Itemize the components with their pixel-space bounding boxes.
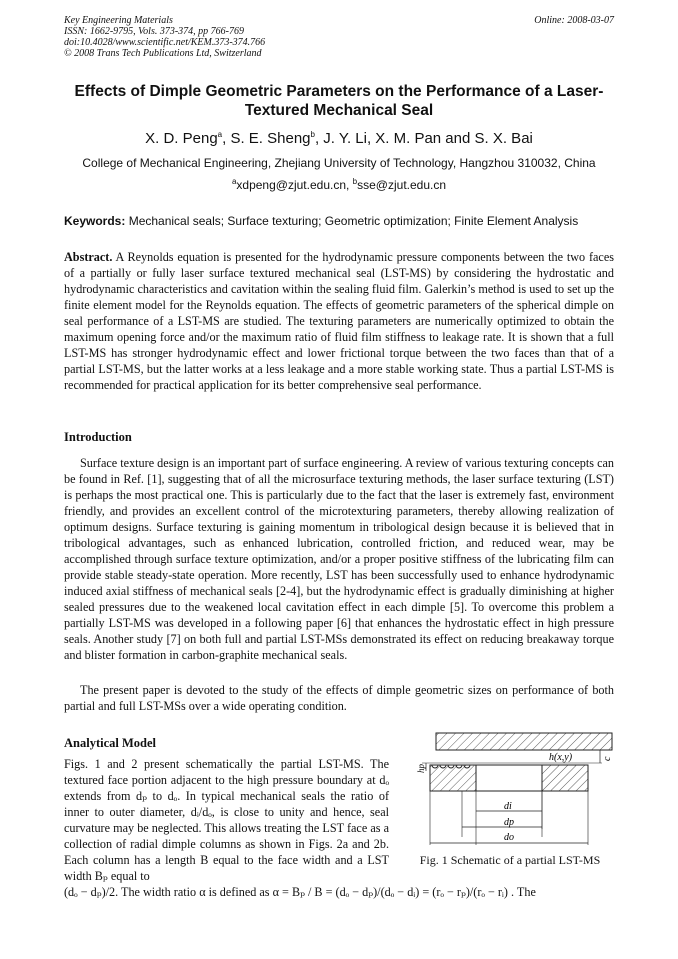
journal-issn: ISSN: 1662-9795, Vols. 373-374, pp 766-769 [64, 26, 244, 37]
figure-1-schematic [402, 727, 618, 852]
keywords [64, 214, 614, 228]
section-heading-introduction: Introduction [64, 430, 132, 444]
abstract-text: A Reynolds equation is presented for the hydrodynamic pressure components between the two faces of a partially or fully laser surface textured mechanical seal (LST-MS) by considering the hydrostatic and hydrodynamic characteristics and cavitation within the sealing fluid film. Galerkin’s method is used to set up the finite element model for the Reynolds equation. The effects of geometric parameters of the spherical dimple on seal performance of a LST-MS are studied. The texturing parameters are numerically optimized to obtain the maximum opening force and/or the maximum ratio of fluid film stiffness to leakage rate. It is shown that a full LST-MS has stronger hydrodynamic effect and lower frictional torque between the two faces than that of a partial LST-MS, but the latter works at a less leakage and a more stable working state. Thus a partial LST-MS is recommended for practical application for its better comprehensive seal performance. [64, 250, 614, 392]
author-1: X. D. Peng [145, 130, 218, 147]
label-do: do [504, 832, 514, 843]
author-2-sup: b [310, 130, 315, 139]
analytical-paragraph-cont: (dₒ − dₚ)/2. The width ratio α is defined as α = Bₚ / B = (dₒ − dₚ)/(dₒ − dᵢ) = (rₒ − rₚ)/(rₒ − rᵢ) . The [64, 885, 536, 899]
author-2: , S. E. Sheng [222, 130, 311, 147]
label-di: di [504, 801, 512, 812]
journal-header [64, 15, 265, 59]
email-b-sup: b [352, 177, 358, 186]
author-list [64, 130, 614, 147]
lower-seal-ring-left [430, 765, 476, 791]
label-hp: hp [416, 764, 426, 773]
lower-seal-ring-right [542, 765, 588, 791]
section-heading-analytical-model: Analytical Model [64, 736, 157, 750]
keywords-text: Mechanical seals; Surface texturing; Geometric optimization; Finite Element Analysis [125, 214, 579, 228]
email-b: sse@zjut.edu.cn [357, 178, 447, 192]
label-dp: dp [504, 817, 514, 828]
email-line [64, 177, 614, 192]
intro-paragraph-1: Surface texture design is an important part of surface engineering. A review of various texturing concepts can be found in Ref. [1], suggesting that of all the microsurface texturing methods, the laser surface texturing (LST) is perhaps the most practical one. This is particularly due to the fact that the laser is extremely fast, environment friendly, and provides an excellent control of the microtexturing parameters, thereby allowing realization of optimum designs. Surface texturing is gaining momentum in tribological design because it is believed that in tribological advantages, such as enhanced lubrication, controlled friction, and reduced wear, may be accomplished through surface texture optimization, and/or a proper positive stiffness of the lubricating film can provide stable steady-state operation. More recently, LST has been successfully used to enhance hydrodynamic induced axial stiffness of mechanical seals [2-4], but the hydrodynamic effect is gradually diminishing at higher sealed pressures due to the weakened local cavitation effect in each dimple [5]. To overcome this problem a partially LST-MS was developed in a following paper [6] that enhances the hydrostatic effect in high pressure seals. Another study [7] on both full and partial LST-MSs demonstrated its effect on reducing breakaway torque and blister formation in carbon-graphite mechanical seals. [64, 456, 614, 662]
label-c: c [602, 756, 613, 761]
affiliation: College of Mechanical Engineering, Zhejiang University of Technology, Hangzhou 310032, China [82, 156, 596, 170]
abstract-label: Abstract. [64, 250, 113, 264]
journal-name: Key Engineering Materials [64, 15, 173, 26]
upper-seal-ring [436, 733, 612, 750]
journal-copyright: © 2008 Trans Tech Publications Ltd, Switzerland [64, 48, 262, 59]
label-h: h(x,y) [549, 752, 573, 763]
figure-1-caption: Fig. 1 Schematic of a partial LST-MS [419, 853, 601, 867]
email-a: xdpeng@zjut.edu.cn, [236, 178, 353, 192]
intro-paragraph-2: The present paper is devoted to the study of the effects of dimple geometric sizes on performance of both partial and full LST-MSs over a wide operating condition. [64, 683, 614, 713]
author-rest: , J. Y. Li, X. M. Pan and S. X. Bai [314, 130, 533, 147]
author-1-sup: a [217, 130, 223, 139]
abstract [64, 249, 614, 393]
email-a-sup: a [231, 177, 237, 186]
online-date: Online: 2008-03-07 [534, 15, 614, 26]
journal-doi: doi:10.4028/www.scientific.net/KEM.373-374.766 [64, 37, 266, 48]
paper-title: Effects of Dimple Geometric Parameters on the Performance of a Laser-Textured Mechanical Seal [74, 83, 604, 119]
analytical-paragraph: Figs. 1 and 2 present schematically the partial LST-MS. The textured face portion adjacent to the high pressure boundary at dₒ extends from dₚ to dₒ. In typical mechanical seals the ratio of inner to outer diameter, dᵢ/dₒ, is close to unity and hence, seal curvature may be neglected. This allows treating the LST face as a collection of radial dimple columns as shown in Figs. 2a and 2b. Each column has a length B equal to the face width and a LST width Bₚ equal to [64, 757, 389, 883]
textured-face [476, 765, 542, 791]
keywords-label: Keywords: [64, 214, 126, 228]
